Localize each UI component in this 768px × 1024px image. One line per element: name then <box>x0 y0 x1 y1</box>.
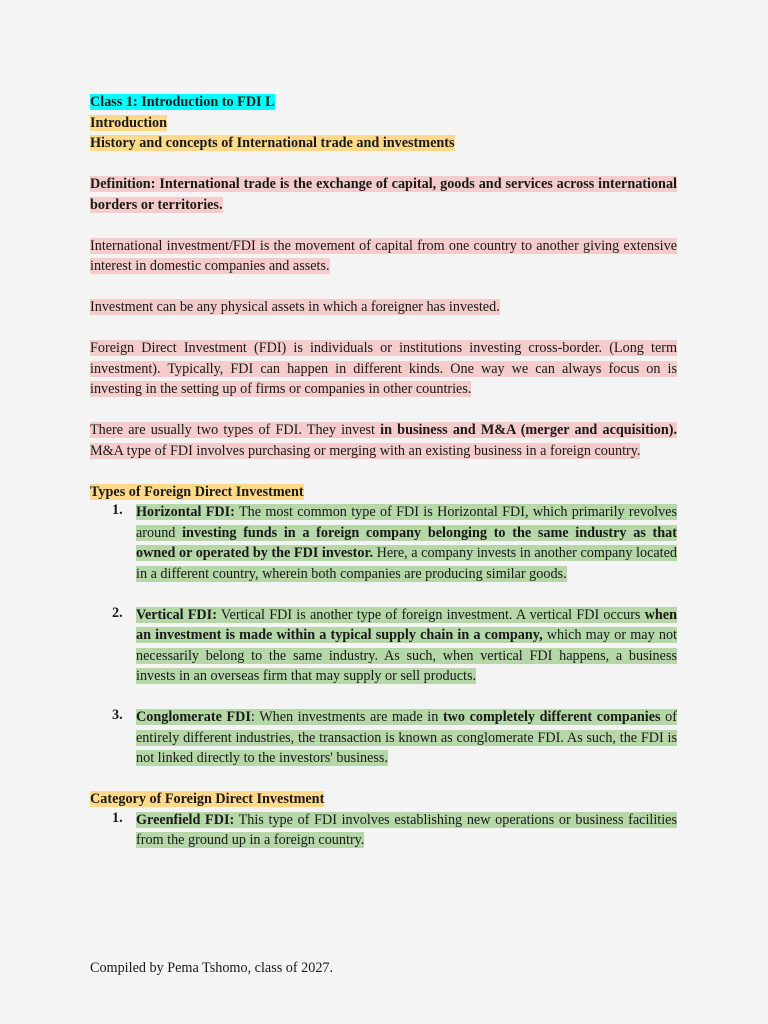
category-heading: Category of Foreign Direct Investment <box>90 791 325 807</box>
fdi-paragraph: Foreign Direct Investment (FDI) is individuals or institutions investing cross-border. (Long term investment). Typically, FDI can happen in different kinds. One way we can always focus on is investing in the setting up of firms or companies in other countries. <box>90 340 677 397</box>
fdi-types-paragraph: There are usually two types of FDI. They invest in business and M&A (merger and acquisition). M&A type of FDI involves purchasing or merging with an existing business in a foreign country. <box>90 422 677 459</box>
list-item: 2. Vertical FDI: Vertical FDI is another type of foreign investment. A vertical FDI occurs when an investment is made within a typical supply chain in a company, which may or may not necessarily belong to the same industry. As such, when vertical FDI happens, a business invests in an overseas firm that may supply or sell products. <box>112 604 677 684</box>
list-item: 1. Greenfield FDI: This type of FDI involves establishing new operations or business facilities from the ground up in a foreign country. <box>112 809 677 848</box>
category-list <box>90 810 677 851</box>
types-list <box>90 502 677 769</box>
types-heading: Types of Foreign Direct Investment <box>90 483 304 500</box>
class-title: Class 1: Introduction to FDI L <box>90 94 275 110</box>
list-item: 1. Horizontal FDI: The most common type of FDI is Horizontal FDI, which primarily revolves around investing funds in a foreign company belonging to the same industry as that owned or operated by the FDI investor. Here, a company invests in another company located in a different country, wherein both companies are producing similar goods. <box>112 502 677 582</box>
intro-heading: Introduction <box>90 114 167 131</box>
investment-paragraph: Investment can be any physical assets in which a foreigner has invested. <box>90 299 500 315</box>
investment-fdi-paragraph: International investment/FDI is the movement of capital from one country to another giving extensive interest in domestic companies and assets. <box>90 237 677 274</box>
history-heading: History and concepts of International trade and investments <box>90 135 455 151</box>
list-item: 3. Conglomerate FDI: When investments are made in two completely different companies of entirely different industries, the transaction is known as conglomerate FDI. As such, the FDI is not linked directly to the investors' business. <box>112 707 677 766</box>
footer-credit: Compiled by Pema Tshomo, class of 2027. <box>90 960 334 976</box>
definition-paragraph: Definition: International trade is the exchange of capital, goods and services across international borders or territories. <box>90 176 677 213</box>
document-page <box>90 92 677 851</box>
